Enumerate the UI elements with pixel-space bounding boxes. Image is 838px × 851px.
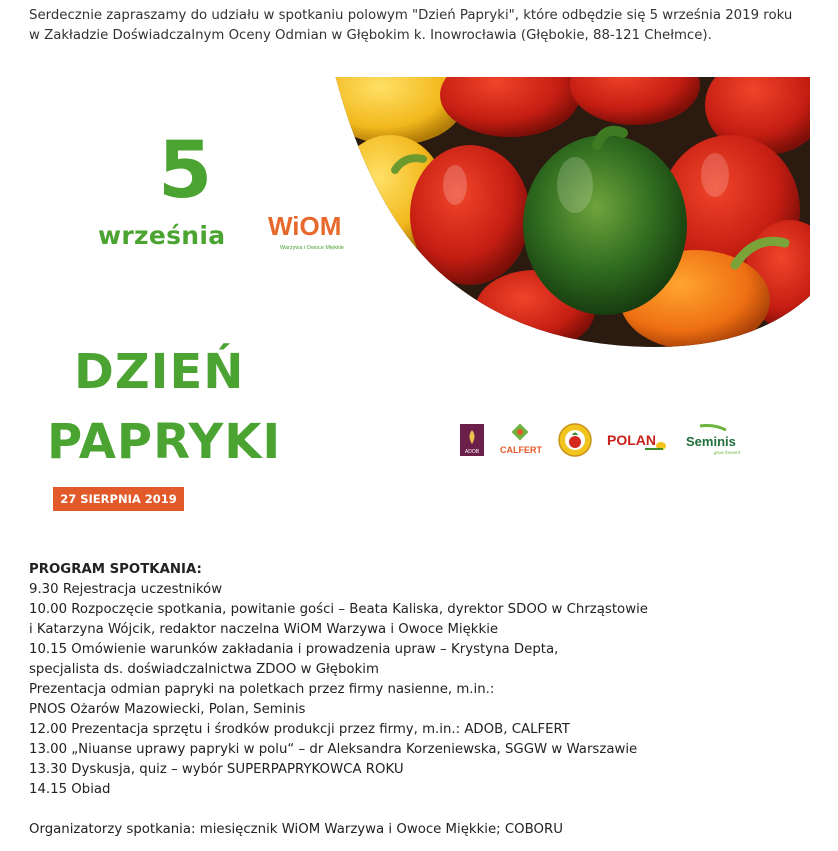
program-item: 12.00 Prezentacja sprzętu i środków produkcji przez firmy, m.in.: ADOB, CALFERT [29, 722, 570, 737]
program-item: PNOS Ożarów Mazowiecki, Polan, Seminis [29, 702, 306, 717]
program-item: 10.15 Omówienie warunków zakładania i prowadzenia upraw – Krystyna Depta, [29, 642, 559, 657]
wiom-logo-text: WiOM [268, 211, 342, 241]
seminis-logo [684, 422, 742, 458]
polan-logo-text: POLAN [607, 432, 656, 448]
seminis-logo-tagline: grow forward [714, 450, 741, 455]
program-item: 9.30 Rejestracja uczestników [29, 582, 223, 597]
wiom-logo [266, 205, 376, 255]
event-title-line-2: PAPRYKI [47, 414, 282, 470]
event-day: 5 [158, 126, 213, 216]
program-item: 14.15 Obiad [29, 782, 111, 797]
event-month: września [98, 221, 226, 250]
program-item: Prezentacja odmian papryki na poletkach przez firmy nasienne, m.in.: [29, 682, 495, 697]
wiom-logo-subtitle: Warzywa i Owoce Miękkie [280, 245, 344, 251]
intro-line: w Zakładzie Doświadczalnym Oceny Odmian w Głębokim k. Inowrocławia (Głębokie, 88-121 Chełmce). [29, 28, 712, 43]
program-item: 13.00 „Niuanse uprawy papryki w polu“ – dr Aleksandra Korzeniewska, SGGW w Warszawie [29, 742, 638, 757]
intro-line: Serdecznie zapraszamy do udziału w spotkaniu polowym "Dzień Papryki", które odbędzie się 5 września 2019 roku [29, 8, 793, 23]
seminis-logo-text: Seminis [686, 434, 736, 449]
program-item: i Katarzyna Wójcik, redaktor naczelna WiOM Warzywa i Owoce Miękkie [29, 622, 499, 637]
adob-logo-text: ADOB [464, 449, 480, 455]
peppers-photo [335, 77, 810, 347]
calfert-logo-text: CALFERT [500, 445, 542, 455]
intro-text [29, 6, 829, 46]
program-item: 10.00 Rozpoczęcie spotkania, powitanie gości – Beata Kaliska, dyrektor SDOO w Chrząstowie [29, 602, 648, 617]
adob-logo [459, 422, 485, 458]
date-badge: 27 SIERPNIA 2019 [53, 487, 184, 511]
organizers-text: Organizatorzy spotkania: miesięcznik WiOM Warzywa i Owoce Miękkie; COBORU [29, 822, 563, 837]
program-item: 13.30 Dyskusja, quiz – wybór SUPERPAPRYKOWCA ROKU [29, 762, 404, 777]
program-heading: PROGRAM SPOTKANIA: [29, 562, 202, 577]
program-section [29, 560, 829, 800]
calfert-logo [496, 422, 546, 458]
event-title-line-1: DZIEŃ [74, 344, 245, 400]
pnos-logo [557, 422, 593, 458]
program-item: specjalista ds. doświadczalnictwa ZDOO w Głębokim [29, 662, 379, 677]
polan-logo [605, 422, 667, 458]
event-banner [28, 77, 810, 521]
